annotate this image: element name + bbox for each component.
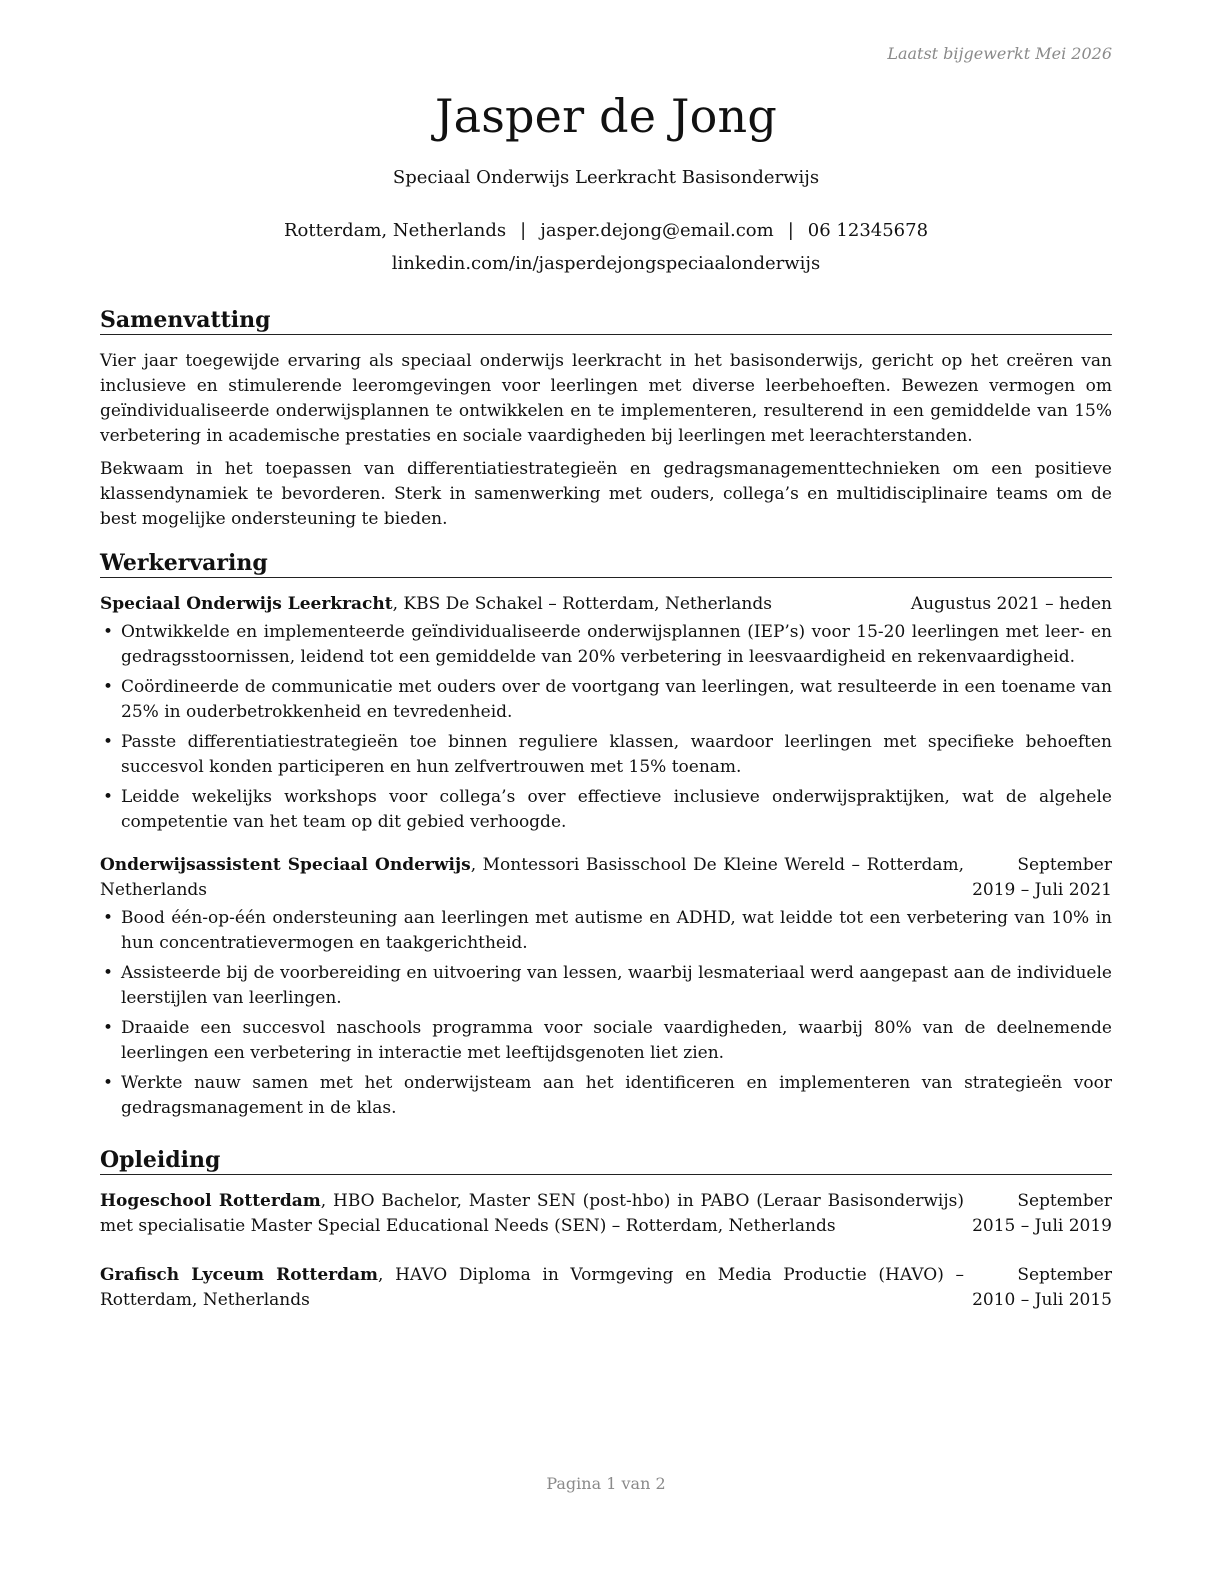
job-entry [100, 853, 1112, 1121]
summary-paragraph: Bekwaam in het toepassen van differentiatiestrategieën en gedragsmanagementtechnieken om een positieve klassendynamiek te bevorderen. Sterk in samenwerking met ouders, collega’s en multidisciplinaire teams om de best mogelijke ondersteuning te bieden. [100, 459, 1112, 529]
list-item: • Draaide een succesvol naschools programma voor sociale vaardigheden, waarbij 80% van de deelnemende leerlingen een verbetering in interactie met leeftijdsgenoten liet zien. [103, 1018, 1112, 1063]
education-dates: September 2015 – Juli 2019 [972, 1191, 1112, 1236]
list-item: • Assisteerde bij de voorbereiding en uitvoering van lessen, waarbij lesmateriaal werd aangepast aan de individuele leerstijlen van leerlingen. [103, 963, 1112, 1008]
job-entry [100, 592, 1112, 835]
list-item: • Werkte nauw samen met het onderwijsteam aan het identificeren en implementeren van strategieën voor gedragsmanagement in de klas. [103, 1073, 1112, 1118]
school-name: Hogeschool Rotterdam [100, 1191, 321, 1211]
list-item: • Coördineerde de communicatie met ouders over de voortgang van leerlingen, wat resulteerde in een toename van 25% in ouderbetrokkenheid en tevredenheid. [103, 677, 1112, 722]
candidate-title: Speciaal Onderwijs Leerkracht Basisonderwijs [392, 167, 820, 188]
separator: | [787, 220, 794, 241]
list-item: • Bood één-op-één ondersteuning aan leerlingen met autisme en ADHD, wat leidde tot een verbetering van 10% in hun concentratievermogen en taakgerichtheid. [103, 908, 1112, 953]
education-dates: September 2010 – Juli 2015 [972, 1265, 1112, 1310]
job-header [100, 853, 1112, 903]
list-item: • Leidde wekelijks workshops voor collega’s over effectieve inclusieve onderwijspraktijken, wat de algehele competentie van het team op dit gebied verhoogde. [103, 787, 1112, 832]
education-detail: , HBO Bachelor, Master SEN (post-hbo) in PABO (Leraar Basisonderwijs) met specialisatie Master Special Educational Needs (SEN) – Rotterdam, Netherlands [100, 1191, 964, 1236]
list-item: • Passte differentiatiestrategieën toe binnen reguliere klassen, waardoor leerlingen met specifieke behoeften succesvol konden participeren en hun zelfvertrouwen met 15% toenam. [103, 732, 1112, 777]
location: Rotterdam, Netherlands [283, 220, 507, 241]
job-bullets [100, 620, 1112, 835]
resume-page [100, 0, 1112, 1584]
separator: | [520, 220, 527, 241]
section-title-experience: Werkervaring [100, 549, 1112, 578]
section-title-education: Opleiding [100, 1146, 1112, 1175]
job-organization: , Montessori Basisschool De Kleine Wereld – Rotterdam, Netherlands [100, 855, 964, 900]
phone-number: 06 12345678 [807, 220, 929, 241]
job-bullets [100, 906, 1112, 1121]
education-entry [100, 1189, 1112, 1239]
linkedin-link[interactable]: linkedin.com/in/jasperdejongspeciaalonderwijs [391, 253, 821, 274]
list-item: • Ontwikkelde en implementeerde geïndividualiseerde onderwijsplannen (IEP’s) voor 15-20 leerlingen met leer- en gedragsstoornissen, leidend tot een gemiddelde van 20% verbetering in leesvaardigheid en rekenvaardigheid. [103, 622, 1112, 667]
contact-line [100, 220, 1112, 241]
job-dates: Augustus 2021 – heden [910, 594, 1112, 614]
last-updated-note: Laatst bijgewerkt Mei 2026 [887, 44, 1112, 63]
page-number: Pagina 1 van 2 [546, 1474, 666, 1493]
summary-section [100, 306, 1112, 532]
job-dates: September 2019 – Juli 2021 [972, 855, 1112, 900]
experience-section [100, 549, 1112, 1126]
section-title-summary: Samenvatting [100, 306, 1112, 335]
job-role: Onderwijsassistent Speciaal Onderwijs [100, 855, 471, 875]
candidate-name: Jasper de Jong [434, 89, 778, 143]
job-header [100, 592, 1112, 617]
summary-paragraph: Vier jaar toegewijde ervaring als speciaal onderwijs leerkracht in het basisonderwijs, gericht op het creëren van inclusieve en stimulerende leeromgevingen voor leerlingen met diverse leerbehoeften. Bewezen vermogen om geïndividualiseerde onderwijsplannen te ontwikkelen en te implementeren, resulterend in een gemiddelde van 15% verbetering in academische prestaties en sociale vaardigheden bij leerlingen met leerachterstanden. [100, 351, 1112, 446]
education-detail: , HAVO Diploma in Vormgeving en Media Productie (HAVO) – Rotterdam, Netherlands [100, 1265, 964, 1310]
school-name: Grafisch Lyceum Rotterdam [100, 1265, 379, 1285]
education-entry [100, 1263, 1112, 1313]
education-section [100, 1146, 1112, 1313]
job-role: Speciaal Onderwijs Leerkracht [100, 594, 393, 614]
job-organization: , KBS De Schakel – Rotterdam, Netherlands [392, 594, 772, 614]
email-link[interactable]: jasper.dejong@email.com [540, 220, 774, 241]
